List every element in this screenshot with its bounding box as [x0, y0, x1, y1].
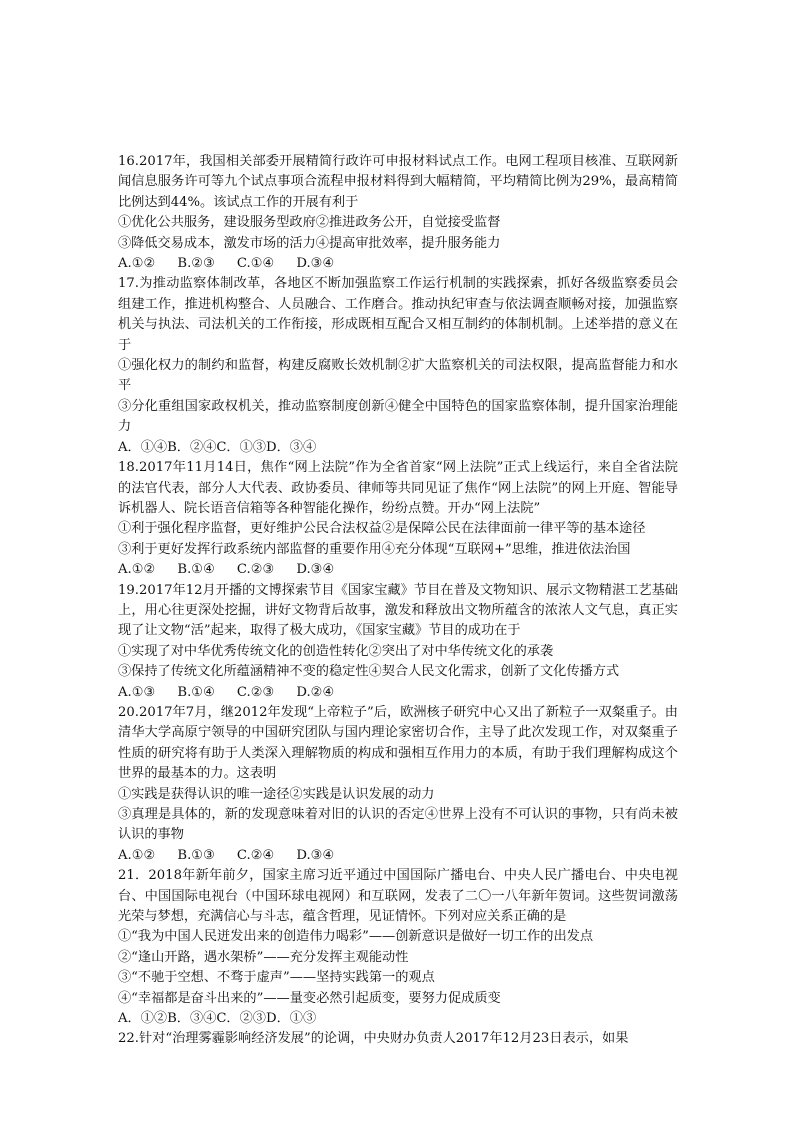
question-21-item-line: ①“我为中国人民迸发出来的创造伟力喝彩”——创新意识是做好一切工作的出发点 [118, 929, 594, 945]
question-19-item-line: ③保持了传统文化所蕴涵精神不变的稳定性④契合人民文化需求，创新了文化传播方式 [118, 664, 620, 680]
option-b: B.①③ [177, 847, 215, 863]
option-c: C.②③ [236, 562, 275, 578]
option-c: C.②④ [236, 847, 275, 863]
question-19-stem: 19.2017年12月开播的文博探索节目《国家宝藏》节目在普及文物知识、展示文物精湛工艺基础上，用心往更深处挖掘，讲好文物背后故事，激发和释放出文物所蕴含的浓浓人文气息，真正实现了让文物“活”起来，取得了极大成功，《国家宝藏》节目的成功在于 [118, 582, 678, 639]
option-d: D.③④ [296, 256, 335, 272]
question-17-item-line: ①强化权力的制约和监督，构建反腐败长效机制②扩大监察机关的司法权限，提高监督能力和水平 [118, 358, 678, 394]
option-a: A.①② [118, 847, 156, 863]
question-16-stem: 16.2017年，我国相关部委开展精简行政许可申报材料试点工作。电网工程项目核准、互联网新闻信息服务许可等九个试点事项合流程申报材料得到大幅精简，平均精简比例为29%，最高精简比例达到44%。该试点工作的开展有利于 [118, 154, 678, 210]
option-c: C.②③ [236, 684, 275, 700]
question-22-stem: 22.针对“治理雾霾影响经济发展”的论调，中央财办负责人2017年12月23日表示，如果 [118, 1031, 629, 1047]
question-21-item-line: ②“逢山开路，遇水架桥”——充分发挥主观能动性 [118, 949, 409, 965]
question-16-item-line: ①优化公共服务，建设服务型政府②推进政务公开，自觉接受监督 [118, 215, 501, 231]
option-a: A.①② [118, 562, 156, 578]
question-20-item-line: ③真理是具体的，新的发现意味着对旧的认识的否定④世界上没有不可认识的事物，只有尚未被认识的事物 [118, 807, 678, 843]
question-21-stem: 21．2018年新年前夕，国家主席习近平通过中国国际广播电台、中央人民广播电台、中央电视台、中国国际电视台（中国环球电视网）和互联网，发表了二〇一八年新年贺词。这些贺词激荡光荣与梦想，充满信心与斗志，蕴含哲理，见证情怀。下列对应关系正确的是 [118, 868, 678, 925]
exam-page [118, 152, 678, 1050]
question-21-options: A．①②B．③④C．②③D．①③ [118, 1011, 317, 1027]
option-a: A.①③ [118, 684, 156, 700]
option-c: C.①④ [236, 256, 275, 272]
question-21-item-line: ④“幸福都是奋斗出来的”——量变必然引起质变，要努力促成质变 [118, 990, 501, 1006]
option-a: A.①② [118, 256, 156, 272]
question-17-options: A．①④B．②④C．①③D．③④ [118, 439, 317, 455]
question-16-item-line: ③降低交易成本，激发市场的活力④提高审批效率，提升服务能力 [118, 235, 501, 251]
question-19-item-line: ①实现了对中华优秀传统文化的创造性转化②突出了对中华传统文化的承袭 [118, 643, 554, 659]
question-21-item-line: ③“不驰于空想、不骛于虚声”——坚持实践第一的观点 [118, 970, 435, 986]
option-b: B.②③ [177, 256, 215, 272]
question-17-item-line: ③分化重组国家政权机关，推动监察制度创新④健全中国特色的国家监察体制，提升国家治理能力 [118, 398, 678, 435]
question-20-item-line: ①实践是获得认识的唯一途径②实践是认识发展的动力 [118, 786, 435, 802]
question-18-item-line: ③利于更好发挥行政系统内部监督的重要作用④充分体现“互联网+”思维，推进依法治国 [118, 541, 631, 557]
option-d: D.③④ [296, 847, 335, 863]
question-17-stem: 17.为推动监察体制改革，各地区不断加强监察工作运行机制的实践探索，抓好各级监察委员会组建工作，推进机构整合、人员融合、工作磨合。推动执纪审查与依法调查顺畅对接，加强监察机关与执法、司法机关的工作衔接，形成既相互配合又相互制约的体制机制。上述举措的意义在于 [118, 276, 678, 353]
question-16-options [118, 254, 678, 274]
question-18-stem: 18.2017年11月14日，焦作“网上法院”作为全省首家“网上法院”正式上线运行，来自全省法院的法官代表，部分人大代表、政协委员、律师等共同见证了焦作“网上法院”的网上开庭、智能导诉机器人、院长语音信箱等各种智能化操作，纷纷点赞。开办“网上法院” [118, 460, 678, 516]
option-d: D.③④ [296, 562, 335, 578]
question-20-stem: 20.2017年7月，继2012年发现“上帝粒子”后，欧洲核子研究中心又出了新粒子一双粲重子。由清华大学高原宁领导的中国研究团队与国内理论家密切合作，主导了此次发现工作，对双粲重子性质的研究将有助于人类深入理解物质的构成和强相互作用力的本质，有助于我们理解构成这个世界的最基本的力。这表明 [118, 704, 678, 782]
option-b: B.①④ [177, 684, 215, 700]
question-20-options [118, 846, 678, 866]
option-b: B.①④ [177, 562, 215, 578]
question-19-options [118, 683, 678, 703]
option-d: D.②④ [296, 684, 335, 700]
question-18-item-line: ①利于强化程序监督，更好维护公民合法权益②是保障公民在法律面前一律平等的基本途径 [118, 521, 646, 537]
question-18-options [118, 560, 678, 580]
